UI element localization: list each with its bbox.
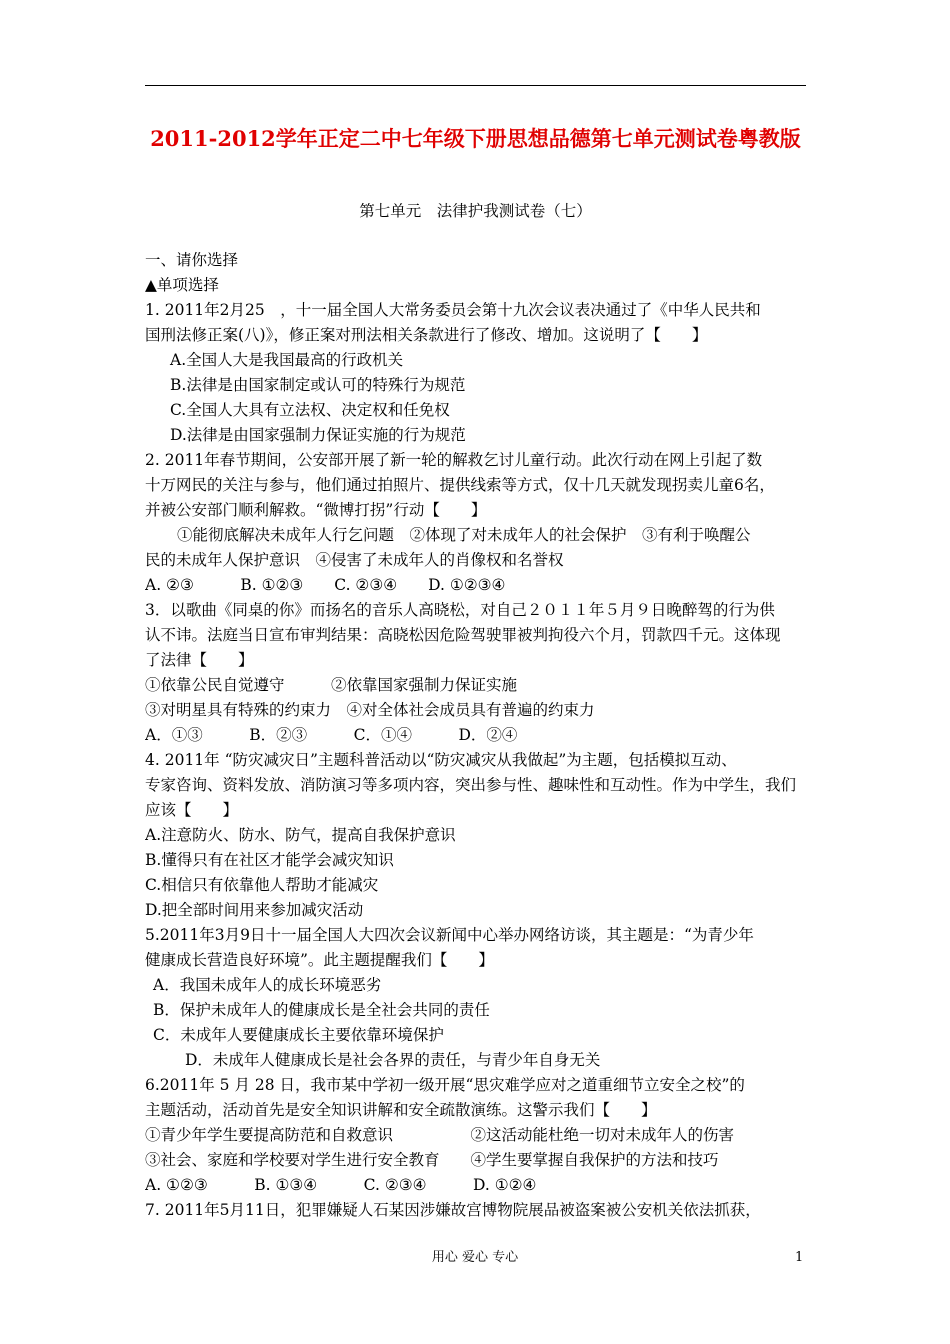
question-5-option-a: A．我国未成年人的成长环境恶劣 [153,976,382,994]
question-2-statements: 民的未成年人保护意识 ④侵害了未成年人的肖像权和名誉权 [145,551,564,569]
page-number: 1 [795,1250,804,1265]
question-3-statements: ①依靠公民自觉遵守 ②依靠国家强制力保证实施 [145,676,518,694]
question-6-stem: 6.2011年 5 月 28 日，我市某中学初一级开展“思灾难学应对之道重细节立安全之校”的 [145,1076,745,1094]
document-body [145,248,807,1223]
question-4-option-d: D.把全部时间用来参加减灾活动 [145,901,364,919]
question-6-stem: 主题活动，活动首先是安全知识讲解和安全疏散演练。这警示我们【 】 [145,1101,657,1119]
question-1-stem: 1. 2011年2月25 ，十一届全国人大常务委员会第十九次会议表决通过了《中华人民共和 [145,301,761,319]
question-3-statements: ③对明星具有特殊的约束力 ④对全体社会成员具有普遍的约束力 [145,701,595,719]
question-5-option-b: B．保护未成年人的健康成长是全社会共同的责任 [153,1001,490,1019]
question-5-option-d: D．未成年人健康成长是社会各界的责任，与青少年自身无关 [185,1051,601,1069]
question-2-options: A. ②③ B. ①②③ C. ②③④ D. ①②③④ [145,576,506,594]
question-4-stem: 应该【 】 [145,801,239,819]
question-6-options: A. ①②③ B. ①③④ C. ②③④ D. ①②④ [145,1176,537,1194]
question-4-stem: 专家咨询、资料发放、消防演习等多项内容，突出参与性、趣味性和互动性。作为中学生，我们 [145,776,797,794]
question-4-stem: 4. 2011年 “防灾减灾日”主题科普活动以“防灾减灾从我做起”为主题，包括模拟互动、 [145,751,737,769]
question-3-stem: 认不讳。法庭当日宣布审判结果：高晓松因危险驾驶罪被判拘役六个月，罚款四千元。这体现 [145,626,781,644]
document-subtitle: 第七单元 法律护我测试卷（七） [359,202,592,220]
question-1-option-b: B.法律是由国家制定或认可的特殊行为规范 [170,376,466,394]
question-1-option-a: A.全国人大是我国最高的行政机关 [170,351,404,369]
question-6-statements: ①青少年学生要提高防范和自救意识 ②这活动能杜绝一切对未成年人的伤害 [145,1126,735,1144]
question-7-stem: 7. 2011年5月11日，犯罪嫌疑人石某因涉嫌故宫博物院展品被盗案被公安机关依法抓获， [145,1201,761,1219]
question-1-option-d: D.法律是由国家强制力保证实施的行为规范 [170,426,466,444]
question-2-stem: 十万网民的关注与参与，他们通过拍照片、提供线索等方式，仅十几天就发现拐卖儿童6名， [145,476,775,494]
question-2-statements: ①能彻底解决未成年人行乞问题 ②体现了对未成年人的社会保护 ③有利于唤醒公 [177,526,751,544]
question-5-stem: 健康成长营造良好环境”。此主题提醒我们【 】 [145,951,494,969]
footer-motto: 用心 爱心 专心 [431,1250,519,1265]
question-4-option-c: C.相信只有依靠他人帮助才能减灾 [145,876,379,894]
question-4-option-a: A.注意防火、防水、防气，提高自我保护意识 [145,826,456,844]
question-5-option-c: C．未成年人要健康成长主要依靠环境保护 [153,1026,444,1044]
document-title: 2011-2012学年正定二中七年级下册思想品德第七单元测试卷粤教版 [150,126,801,151]
question-3-options: A．①③ B．②③ C．①④ D．②④ [145,726,518,744]
question-2-stem: 2. 2011年春节期间，公安部开展了新一轮的解救乞讨儿童行动。此次行动在网上引起了数 [145,451,763,469]
question-1-stem: 国刑法修正案(八)》，修正案对刑法相关条款进行了修改、增加。这说明了【 】 [145,326,708,344]
question-2-stem: 并被公安部门顺利解救。“微博打拐”行动【 】 [145,501,487,519]
header-rule [145,85,806,86]
question-5-stem: 5.2011年3月9日十一届全国人大四次会议新闻中心举办网络访谈，其主题是：“为青少年 [145,926,754,944]
question-3-stem: 了法律【 】 [145,651,254,669]
question-6-statements: ③社会、家庭和学校要对学生进行安全教育 ④学生要掌握自我保护的方法和技巧 [145,1151,719,1169]
question-1-option-c: C.全国人大具有立法权、决定权和任免权 [170,401,450,419]
section-heading: 一、请你选择 [145,251,239,269]
question-3-stem: 3．以歌曲《同桌的你》而扬名的音乐人高晓松，对自己２０１１年５月９日晚醉驾的行为供 [145,601,775,619]
question-4-option-b: B.懂得只有在社区才能学会减灾知识 [145,851,394,869]
question-type-heading: ▲单项选择 [145,276,219,294]
